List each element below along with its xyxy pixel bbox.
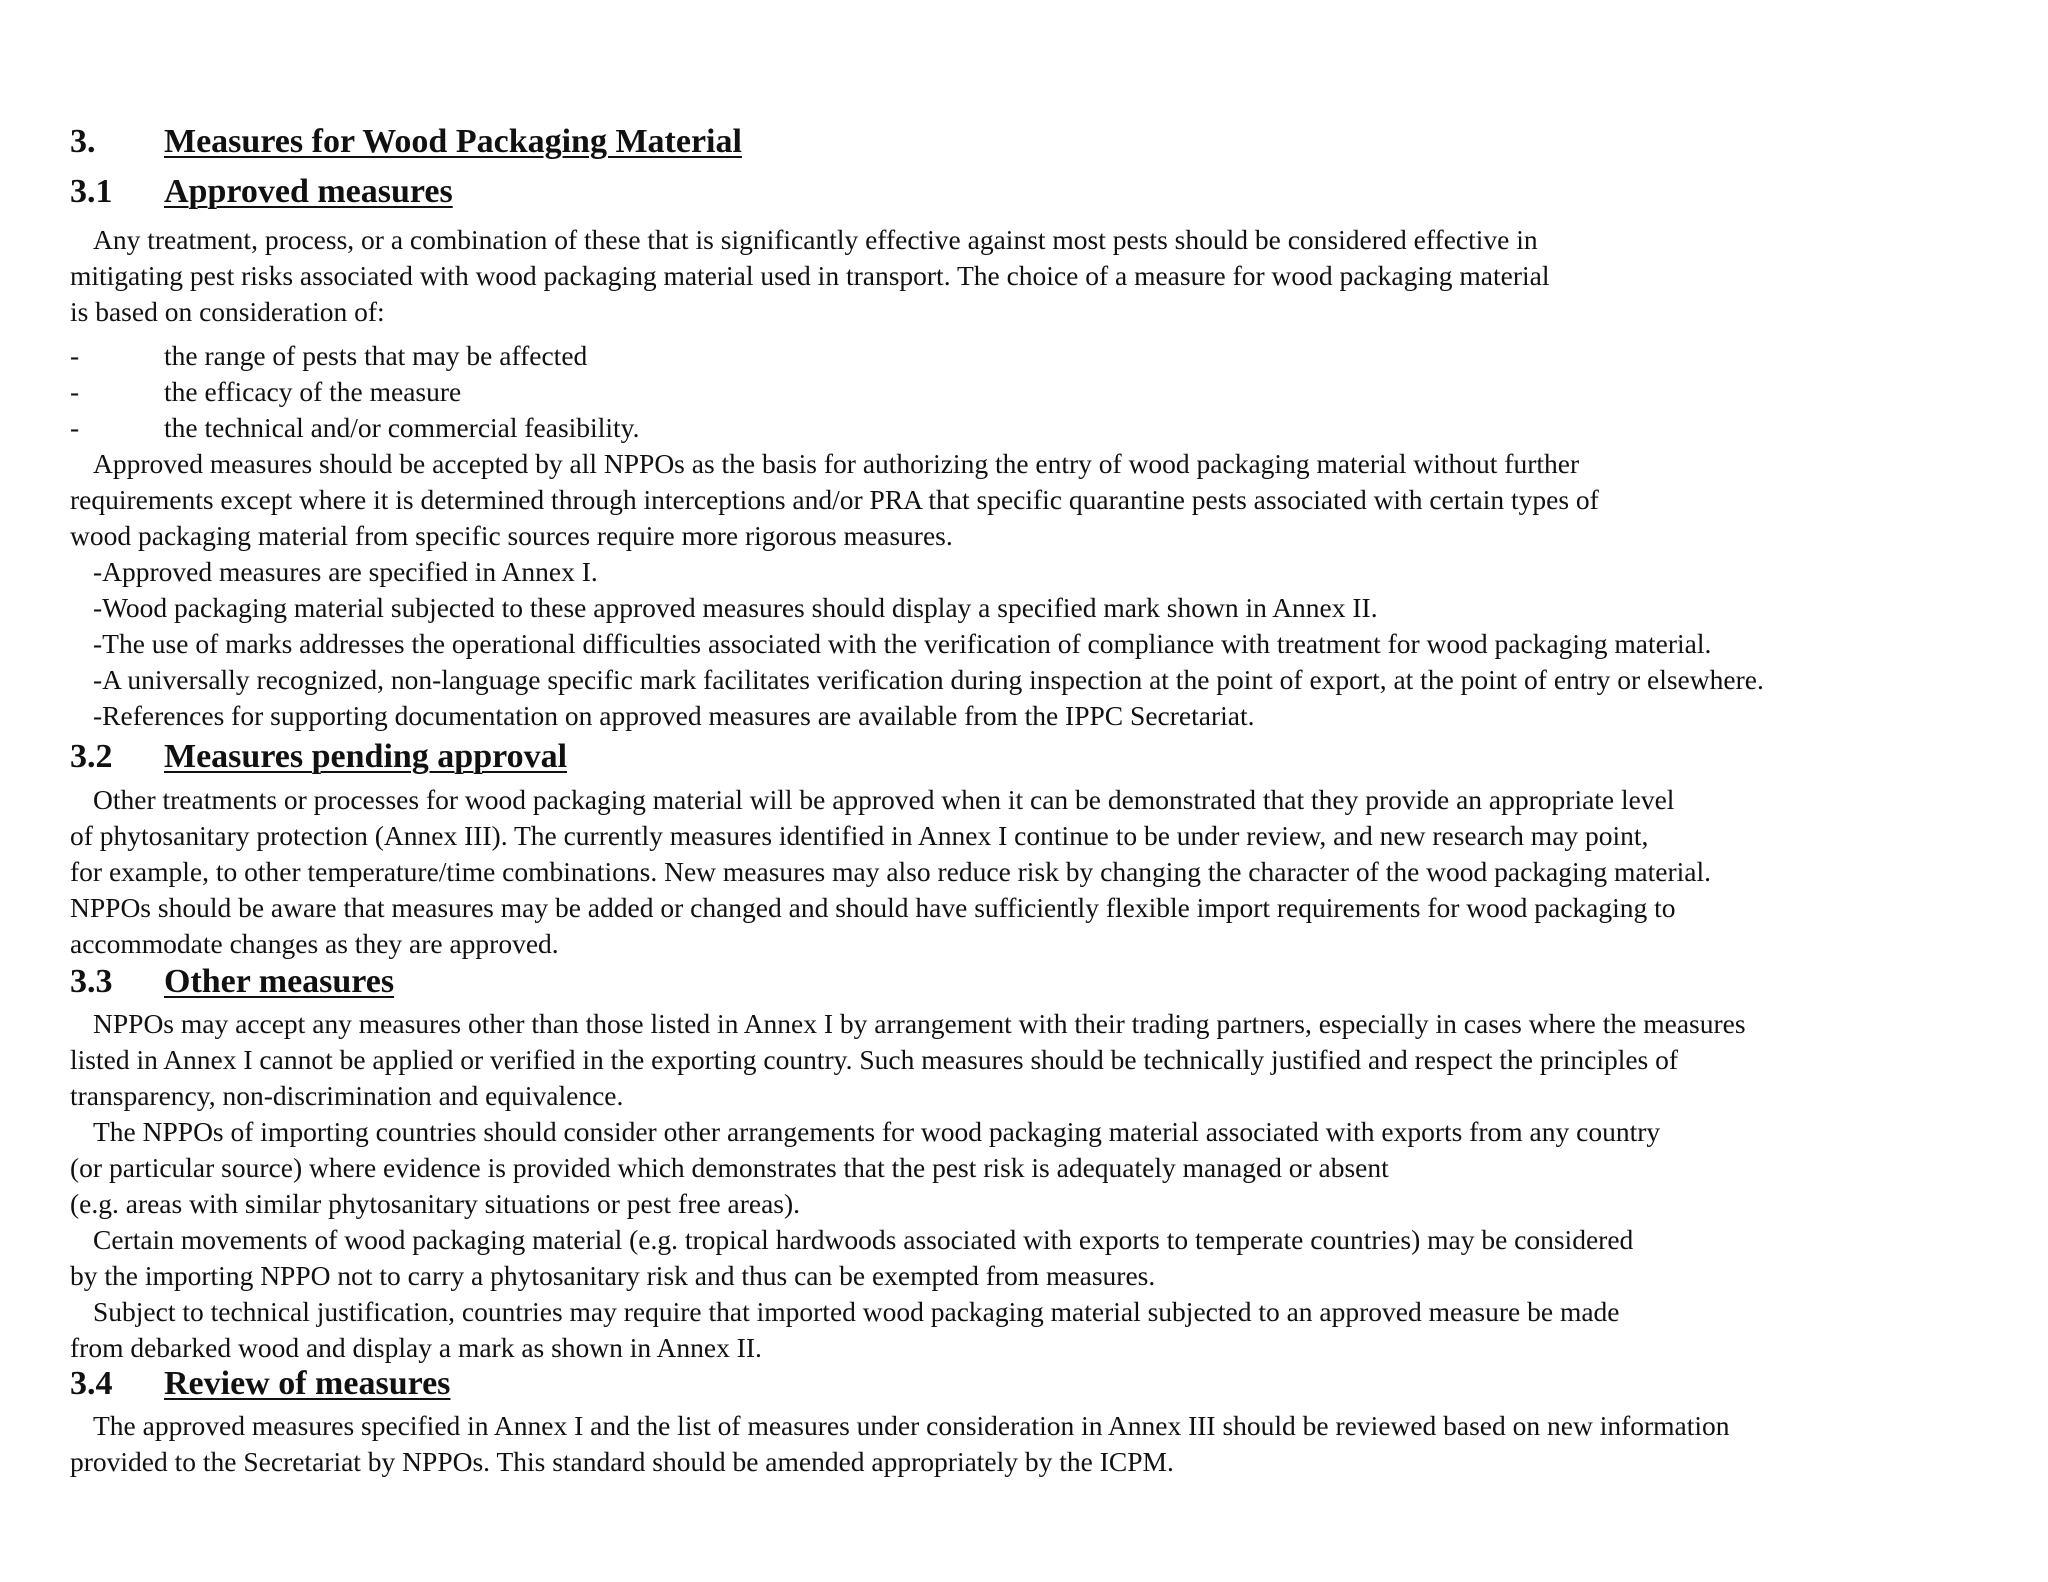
bullet-dash: - [70,376,80,407]
section-3-3-heading [70,965,394,999]
section-3-heading [70,125,742,159]
bullet-item: the range of pests that may be affected [164,340,588,371]
paragraph-line: listed in Annex I cannot be applied or verified in the exporting country. Such measures should be technically justified and respect the principles of [70,1044,1679,1075]
bullet-dash: - [70,412,80,443]
dash-item: -References for supporting documentation on approved measures are available from the IPPC Secretariat. [93,700,1255,731]
dash-item: -A universally recognized, non-language specific mark facilitates verification during inspection at the point of export, at the point of entry or elsewhere. [93,664,1764,695]
section-3-3-title: Other measures [164,963,395,1000]
paragraph-line: provided to the Secretariat by NPPOs. This standard should be amended appropriately by the ICPM. [70,1446,1174,1477]
paragraph-line: requirements except where it is determined through interceptions and/or PRA that specific quarantine pests associated with certain types of [70,484,1599,515]
bullet-dash: - [70,340,80,371]
section-3-1-title: Approved measures [164,173,453,210]
section-3-2-title: Measures pending approval [164,738,568,775]
paragraph-line: Approved measures should be accepted by all NPPOs as the basis for authorizing the entry of wood packaging material without further [93,448,1580,479]
bullet-item: the technical and/or commercial feasibility. [164,412,640,443]
paragraph-line: Other treatments or processes for wood packaging material will be approved when it can be demonstrated that they provide an appropriate level [93,784,1675,815]
paragraph-line: (or particular source) where evidence is provided which demonstrates that the pest risk is adequately managed or absent [70,1152,1389,1183]
section-3-title: Measures for Wood Packaging Material [164,123,742,160]
section-3-number: 3. [70,123,96,160]
paragraph-line: from debarked wood and display a mark as shown in Annex II. [70,1332,762,1363]
dash-item: -The use of marks addresses the operational difficulties associated with the verification of compliance with treatment for wood packaging material. [93,628,1712,659]
bullet-item: the efficacy of the measure [164,376,462,407]
paragraph-line: NPPOs should be aware that measures may be added or changed and should have sufficiently flexible import requirements for wood packaging to [70,892,1676,923]
paragraph-line: The approved measures specified in Annex I and the list of measures under consideration in Annex III should be reviewed based on new information [93,1410,1730,1441]
paragraph-line: Certain movements of wood packaging material (e.g. tropical hardwoods associated with exports to temperate countries) may be considered [93,1224,1634,1255]
section-3-2-heading [70,740,567,774]
paragraph-line: Any treatment, process, or a combination of these that is significantly effective against most pests should be considered effective in [93,224,1538,255]
paragraph-line: is based on consideration of: [70,296,385,327]
section-3-1-heading [70,175,453,209]
section-3-4-number: 3.4 [70,1365,113,1402]
section-3-1-number: 3.1 [70,173,113,210]
paragraph-line: transparency, non-discrimination and equivalence. [70,1080,624,1111]
section-3-2-number: 3.2 [70,738,113,775]
section-3-4-title: Review of measures [164,1365,451,1402]
paragraph-line: by the importing NPPO not to carry a phytosanitary risk and thus can be exempted from measures. [70,1260,1156,1291]
paragraph-line: of phytosanitary protection (Annex III). The currently measures identified in Annex I continue to be under review, and new research may point, [70,820,1649,851]
paragraph-line: NPPOs may accept any measures other than those listed in Annex I by arrangement with their trading partners, especially in cases where the measures [93,1008,1746,1039]
section-3-3-number: 3.3 [70,963,113,1000]
paragraph-line: accommodate changes as they are approved. [70,928,559,959]
paragraph-line: Subject to technical justification, countries may require that imported wood packaging material subjected to an approved measure be made [93,1296,1620,1327]
paragraph-line: mitigating pest risks associated with wood packaging material used in transport. The choice of a measure for wood packaging material [70,260,1550,291]
paragraph-line: (e.g. areas with similar phytosanitary situations or pest free areas). [70,1188,801,1219]
dash-item: -Approved measures are specified in Annex I. [93,556,598,587]
paragraph-line: The NPPOs of importing countries should consider other arrangements for wood packaging material associated with exports from any country [93,1116,1661,1147]
paragraph-line: wood packaging material from specific sources require more rigorous measures. [70,520,953,551]
dash-item: -Wood packaging material subjected to these approved measures should display a specified mark shown in Annex II. [93,592,1378,623]
section-3-4-heading [70,1367,450,1401]
paragraph-line: for example, to other temperature/time combinations. New measures may also reduce risk by changing the character of the wood packaging material. [70,856,1711,887]
